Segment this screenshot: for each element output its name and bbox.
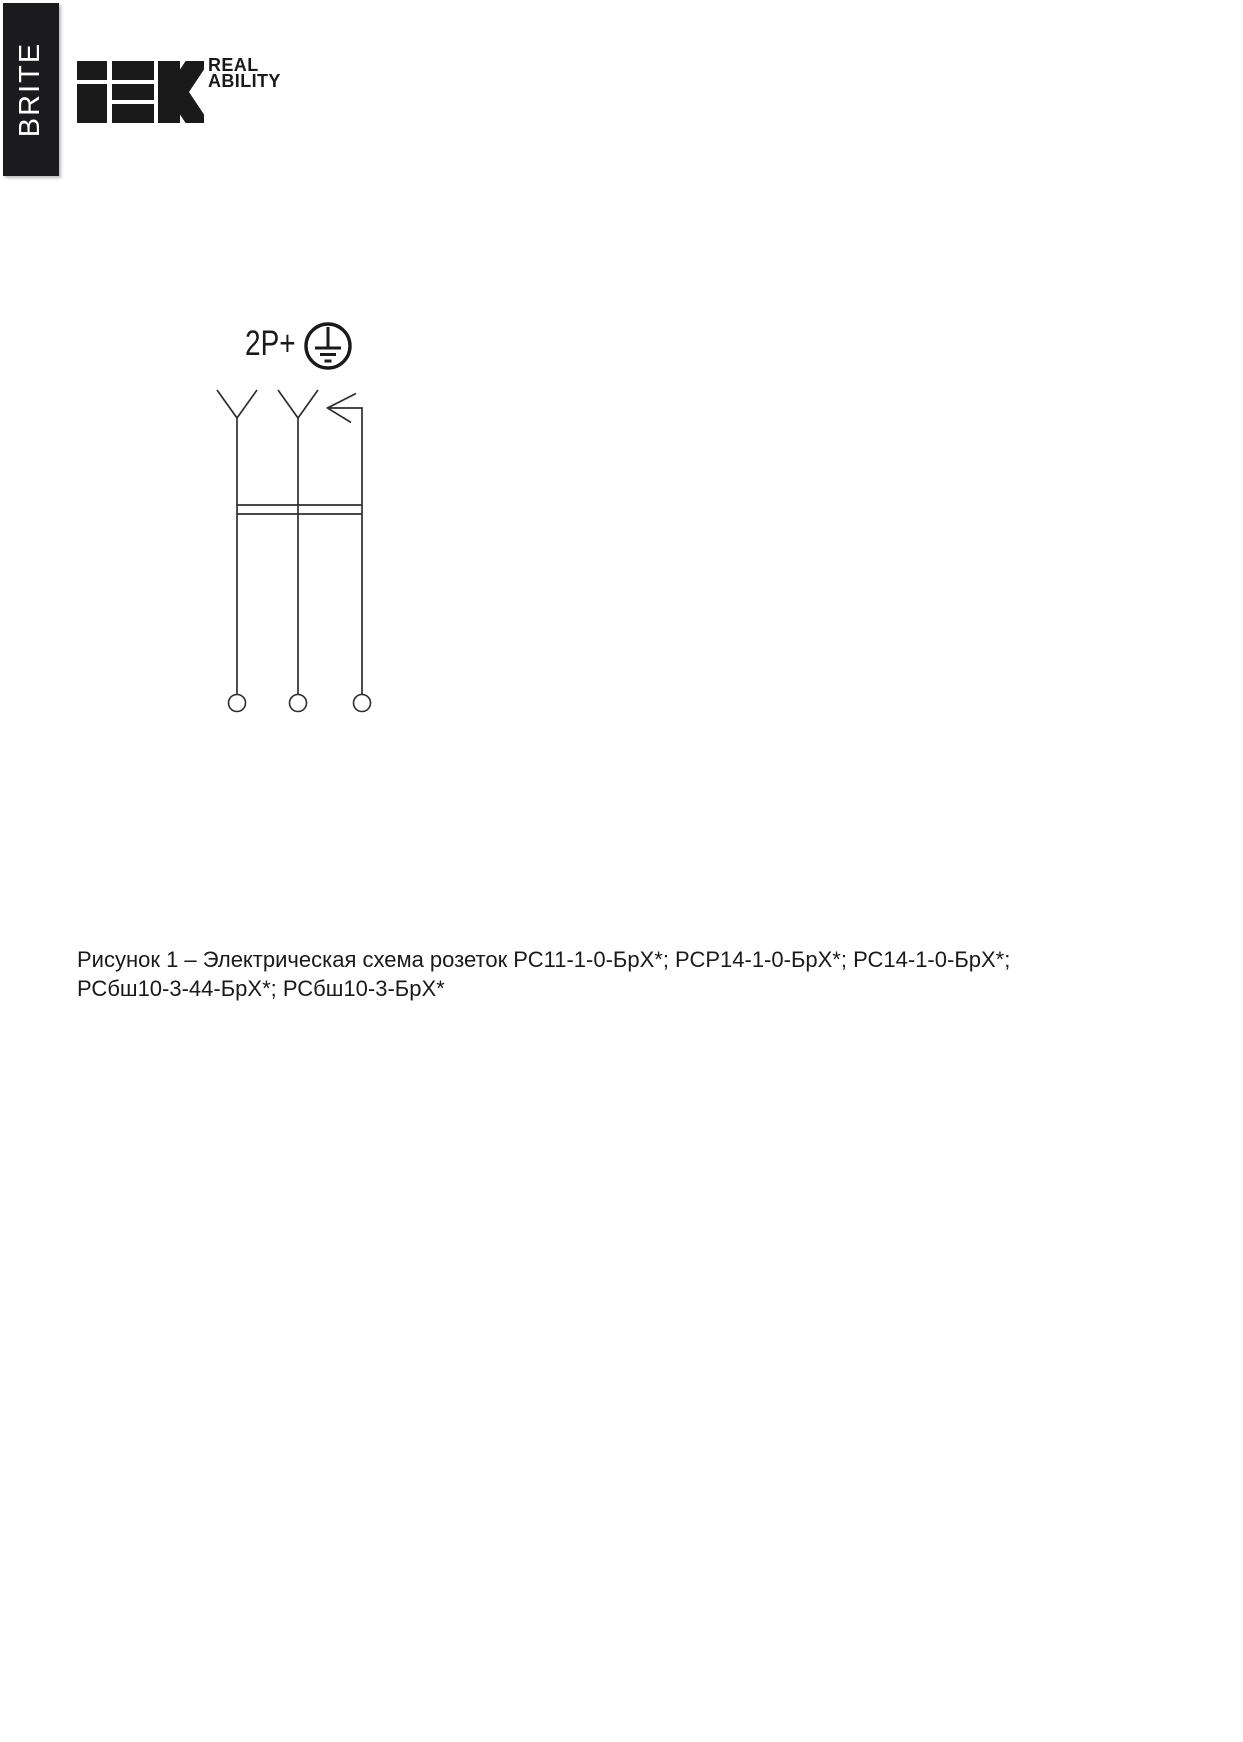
terminal-circle-2 [290,695,307,712]
brite-label: BRITE [14,41,47,138]
figure-caption-line-2: РСбш10-3-44-БрХ*; РСбш10-3-БрХ* [77,975,445,1001]
tagline-line-1: REAL [208,55,259,75]
pole-count-label: 2P+ [245,324,296,363]
tagline-line-2: ABILITY [208,70,281,91]
terminal-circles [229,695,371,712]
terminal-circle-1 [229,695,246,712]
earth-contact-arrow [328,394,363,695]
figure-caption-line-1: Рисунок 1 – Электрическая схема розеток РС11-1-0-БрХ*; РСР14-1-0-БрХ*; РС14-1-0-БрХ*; [77,947,1011,972]
pole2-contact [278,390,318,695]
socket-wiring-diagram [0,0,450,760]
terminal-circle-3 [354,695,371,712]
pole1-contact [217,390,257,695]
figure-caption [77,946,1107,1003]
protective-earth-icon [306,324,350,368]
socket-body-bars [237,505,362,514]
